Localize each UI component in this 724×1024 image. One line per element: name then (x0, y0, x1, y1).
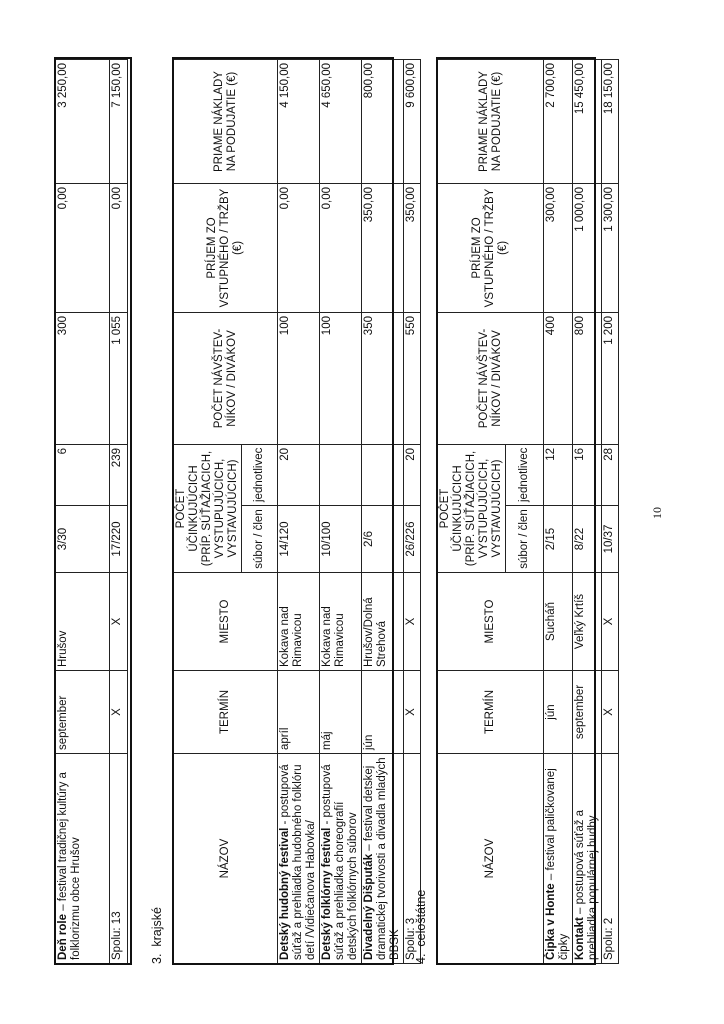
page-number: 10 (650, 507, 664, 519)
table-regional (173, 59, 421, 964)
term-cell: september (56, 671, 110, 754)
total-row: Spolu: 3 X X 26/226 20 550 350,00 9 600,00 (404, 60, 421, 964)
header-row (174, 60, 242, 964)
ensemble-cell: 3/30 (56, 506, 110, 573)
header-visitors: POČET NÁVŠTEV-NÍKOV / DIVÁKOV (174, 313, 278, 445)
table-row: Divadelný Dišputák – festival detskej dramatickej tvorivosti a divadla mladých BBSK jún Hrušov/Dolná Strehová 2/6 350 350,00 800,00 (362, 60, 404, 964)
total-row: Spolu: 2 X X 10/37 28 1 200 1 300,00 18 150,00 (602, 60, 619, 964)
total-row: Spolu: 13 X X 17/220 239 1 055 0,00 7 150,00 (110, 60, 128, 964)
header-row: NÁZOV TERMÍN MIESTO POČET ÚČINKUJÚCICH (PRÍP. SÚŤAŽIACICH, VYSTUPUJÚCICH, VYSTAVUJÚCICH) POČET NÁVŠTEV-NÍKOV / DIVÁKOV PRÍJEM ZO VSTUPNÉHO / TRŽBY (€) PRIAME NÁKLADY NA PODUJATIE (€) (438, 60, 506, 964)
subheader-individual: jednotlivec (242, 445, 278, 506)
table-row: Detský hudobný festival - postupová súťaž a prehliadka hudobného folklóru detí /Vidiečanova Habovka/ apríl Kokava nad Rimavicou 14/120 20 100 0,00 4 150,00 (278, 60, 320, 964)
header-participants: POČET ÚČINKUJÚCICH (PRÍP. SÚŤAŽIACICH, VYSTUPUJÚCICH, VYSTAVUJÚCICH) (174, 445, 242, 573)
visitors-cell: 300 (56, 313, 110, 445)
header-costs: PRIAME NÁKLADY NA PODUJATIE (€) (174, 60, 278, 184)
table-national (437, 59, 619, 964)
table-top (55, 59, 128, 964)
individual-cell: 6 (56, 445, 110, 506)
header-term: TERMÍN (174, 671, 278, 754)
place-cell: Hrušov (56, 573, 110, 671)
header-income: PRÍJEM ZO VSTUPNÉHO / TRŽBY (€) (174, 184, 278, 313)
table-row: Čipka v Honte – festival paličkovanej čipky jún Sucháň 2/15 12 400 300,00 2 700,00 (544, 60, 573, 964)
section-4-heading: 4. celoštátne (414, 889, 428, 964)
table-row: Detský folklórny festival - postupová súťaž a prehliadka choreografií detských folklórnych súborov máj Kokava nad Rimavicou 10/100 100 0,00 4 650,00 (320, 60, 362, 964)
name-cell: Deň role – festival tradičnej kultúry a folklorizmu obce Hrušov (56, 754, 110, 964)
header-place: MIESTO (174, 573, 278, 671)
subheader-row: súbor / člen jednotlivec (506, 60, 544, 964)
subheader-ensemble: súbor / člen (242, 506, 278, 573)
table-row (56, 60, 110, 964)
section-3-heading: 3. krajské (150, 907, 164, 964)
table-row: Kontakt – postupová súťaž a prehliadka populárnej hudby september Veľký Krtíš 8/22 16 800 1 000,00 15 450,00 (573, 60, 602, 964)
header-name: NÁZOV (174, 754, 278, 964)
costs-cell: 3 250,00 (56, 60, 110, 184)
income-cell: 0,00 (56, 184, 110, 313)
